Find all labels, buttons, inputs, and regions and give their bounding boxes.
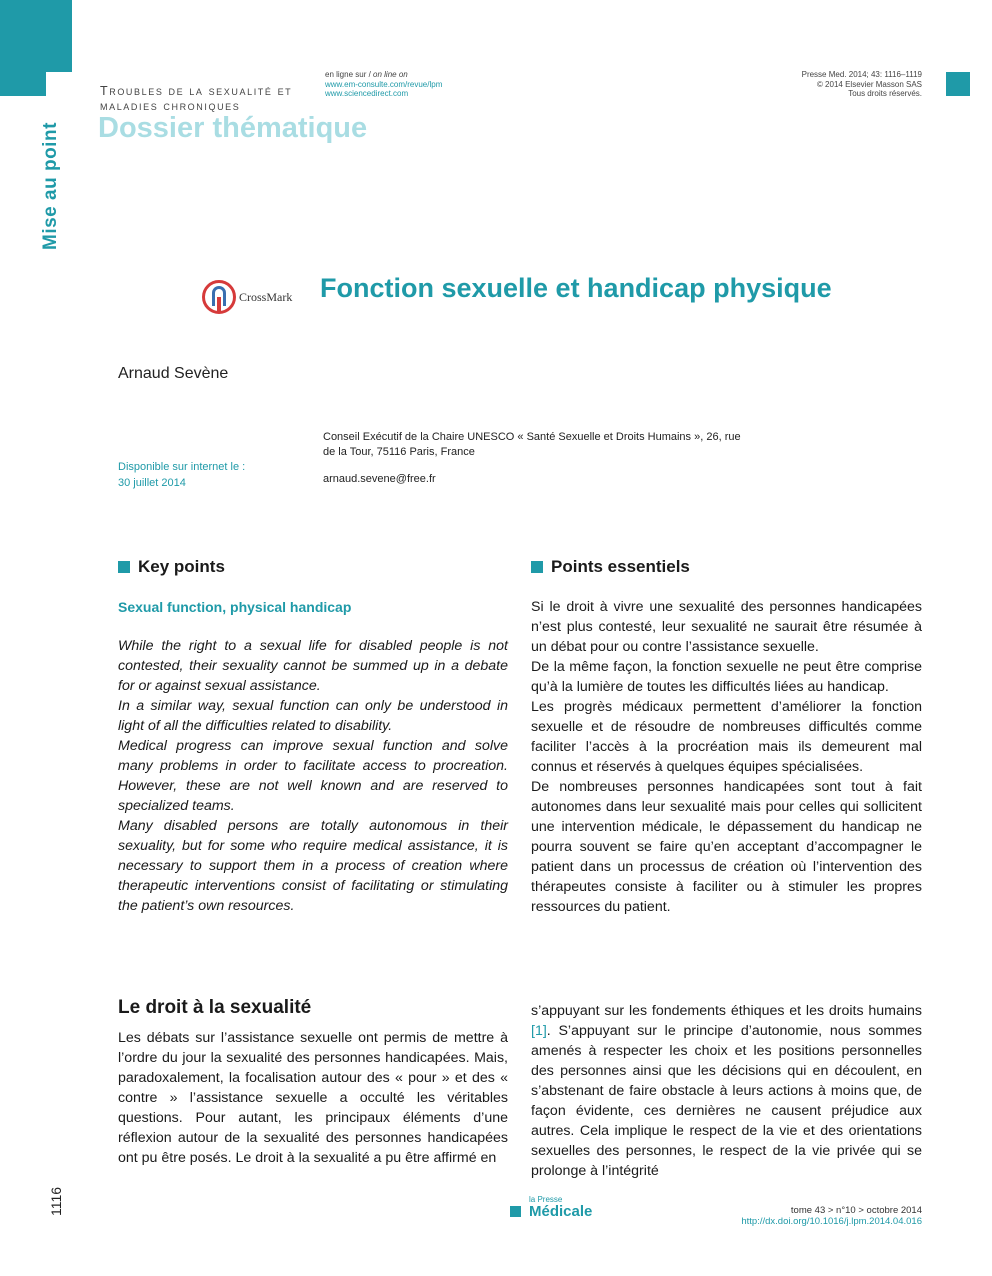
em-consulte-link[interactable]: www.em-consulte.com/revue/lpm (325, 79, 443, 89)
online-prefix: en ligne sur / (325, 70, 374, 79)
heading-square-icon (531, 561, 543, 573)
point-essentiel-paragraph: Les progrès médicaux permettent d’améliorer la fonction sexuelle et de résoudre de nombreuses difficultés comme faciliter l’accès à la procréation mais ils demeurent mal connus et réservés à quelques équipes spécialisées. (531, 699, 922, 775)
section-title-line1: Troubles de la sexualité et (100, 84, 293, 98)
heading-square-icon (118, 561, 130, 573)
body-paragraph (531, 1001, 922, 1181)
header-square-marker (946, 72, 970, 96)
available-label: Disponible sur internet le : (118, 461, 246, 473)
reference-link[interactable]: [1] (531, 1023, 547, 1039)
section-title (100, 84, 330, 114)
crossmark-icon (202, 280, 236, 314)
online-suffix: on line on (373, 70, 408, 79)
dossier-title: Dossier thématique (98, 112, 368, 144)
journal-reference (802, 70, 922, 99)
key-points-heading (118, 557, 225, 577)
online-availability (325, 70, 442, 99)
article-title: Fonction sexuelle et handicap physique (320, 273, 832, 303)
corner-notch (46, 72, 72, 96)
points-essentiels-heading (531, 557, 690, 577)
issue-number: tome 43 > n°10 > octobre 2014 (790, 1205, 922, 1216)
point-essentiel-paragraph: De la même façon, la fonction sexuelle ne peut être comprise qu’à la lumière de toutes les difficultés liées au handicap. (531, 659, 922, 695)
key-points-text (118, 636, 508, 916)
key-point-paragraph: While the right to a sexual life for disabled people is not contested, their sexuality cannot be summed up in a debate for or against sexual assistance. (118, 638, 508, 694)
key-point-paragraph: Many disabled persons are totally autonomous in their sexuality, but for some who require medical assistance, it is necessary to support them in a process of creation where therapeutic interventions consist of facilitating or stimulating the patient’s own resources. (118, 818, 508, 914)
side-section-label: Mise au point (40, 122, 61, 250)
author-name: Arnaud Sevène (118, 365, 229, 382)
crossmark-badge[interactable] (202, 280, 292, 314)
journal-logo-big: Médicale (529, 1203, 593, 1220)
key-point-paragraph: In a similar way, sexual function can only be understood in light of all the difficulties related to disability. (118, 698, 508, 734)
body-paragraph: Les débats sur l’assistance sexuelle ont permis de mettre à l’ordre du jour la sexualité des personnes handicapées. Mais, paradoxalement, la focalisation autour des « pour » et des « contre » l’assistance sexuelle a occulté les véritables questions. Pour autant, les principaux éléments d’une réflexion autour de la sexualité des personnes handicapées ont pu être posés. Le droit à la sexualité a pu être affirmé en (118, 1030, 508, 1166)
body-text-right (531, 1001, 922, 1181)
points-essentiels-heading-text: Points essentiels (551, 557, 690, 576)
doi-link[interactable]: http://dx.doi.org/10.1016/j.lpm.2014.04.016 (741, 1216, 922, 1227)
body-text-left (118, 1028, 508, 1168)
journal-logo-small: la Presse (529, 1195, 563, 1204)
journal-citation: Presse Med. 2014; 43: 1116–1119 (801, 70, 922, 79)
point-essentiel-paragraph: De nombreuses personnes handicapées sont tout à fait autonomes dans leur sexualité mais pour celles qui sollicitent une intervention médicale, le dépassement du handicap ne pourra souvent se faire qu’en acceptant d’accompagner le patient dans un processus de création où l’intervention des thérapeutes consiste à faciliter ou à stimuler les propres ressources du patient. (531, 779, 922, 915)
rights-reserved: Tous droits réservés. (848, 89, 922, 98)
issue-info (741, 1205, 922, 1227)
section-heading: Le droit à la sexualité (118, 997, 312, 1018)
body-text-part: s’appuyant sur les fondements éthiques et les droits humains (531, 1003, 922, 1019)
points-essentiels-text (531, 597, 922, 917)
key-points-heading-text: Key points (138, 557, 225, 576)
author-affiliation: Conseil Exécutif de la Chaire UNESCO « Santé Sexuelle et Droits Humains », 26, rue de la Tour, 75116 Paris, France (323, 431, 741, 458)
copyright: © 2014 Elsevier Masson SAS (816, 79, 922, 89)
section-title-line2: maladies chroniques (100, 99, 241, 113)
available-date: 30 juillet 2014 (118, 477, 186, 489)
author-email[interactable]: arnaud.sevene@free.fr (323, 473, 436, 485)
page-number: 1116 (48, 1186, 64, 1216)
body-text-part: . S’appuyant sur le principe d’autonomie, nous sommes amenés à respecter les choix et les positions personnelles des personnes ainsi que les décisions qui en découlent, en s’abstenant de faire obstacle à leurs actions à moins que, de façon évidente, ces dernières ne causent préjudice aux autres. Cela implique le respect de la vie et des orientations sexuelles des personnes, le respect de la vie privée qui se prolonge à l’intégrité (531, 1023, 922, 1179)
journal-logo (510, 1196, 592, 1220)
point-essentiel-paragraph: Si le droit à vivre une sexualité des personnes handicapées n’est plus contesté, leur sexualité ne saurait être résumée à un débat pour ou contre l’assistance sexuelle. (531, 599, 922, 655)
sciencedirect-link[interactable]: www.sciencedirect.com (325, 89, 409, 98)
key-point-paragraph: Medical progress can improve sexual function and solve many problems in order to facilitate access to procreation. However, these are not well known and are reserved to specialized teams. (118, 738, 508, 814)
crossmark-label: CrossMark (239, 289, 293, 304)
key-points-subtitle: Sexual function, physical handicap (118, 599, 352, 615)
online-label (325, 70, 442, 80)
logo-square-icon (510, 1206, 521, 1217)
availability-date (118, 459, 245, 491)
